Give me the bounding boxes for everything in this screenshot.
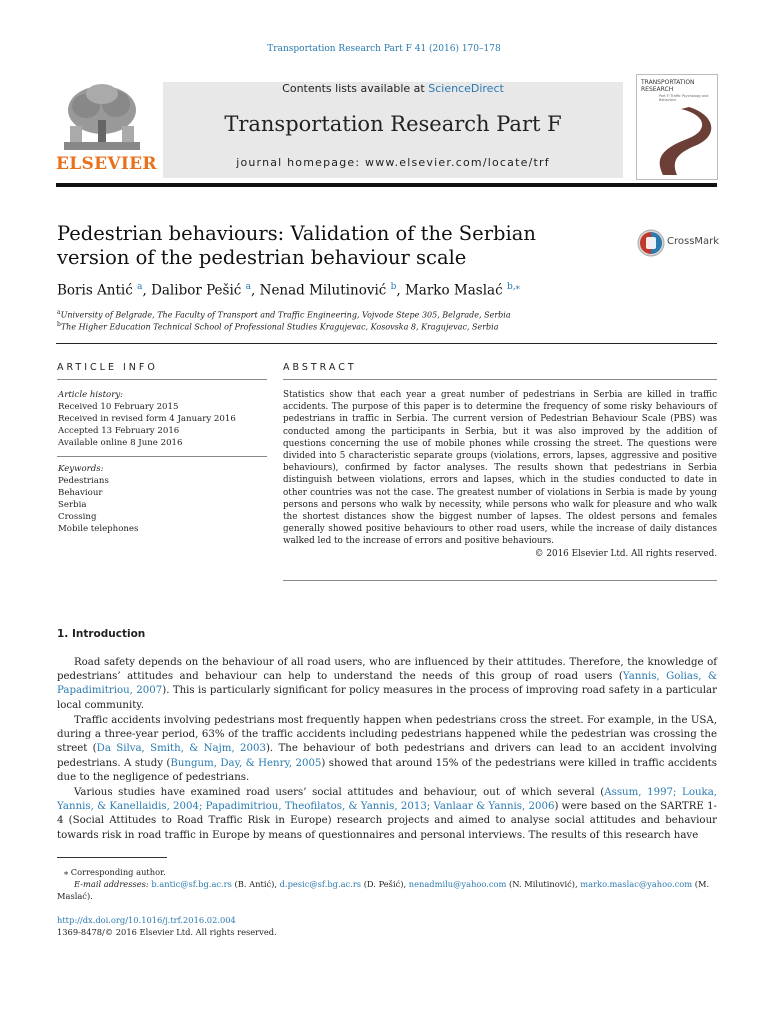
abstract-copyright: © 2016 Elsevier Ltd. All rights reserved. [534, 548, 717, 559]
abstract-text: Statistics show that each year a great number of pedestrians in Serbia are killed in traffic accidents. The purpose of this paper is to determine the frequency of some risky behaviours of pedestrians in traffic in Serbia. The current version of Pedestrian Behaviour Scale (PBS) was conducted among the participants in Serbia, but it was also improved by the addition of questions concerning the use of mobile phones while crossing the street. The questions were divided into 5 characteristic separate groups (violations, errors, lapses, aggressive and positive behaviours), confirmed by factor analyses. The results shown that pedestrians in Serbia distinguish between violations, errors and lapses, which in the studies conducted to date in other countries was not the case. The greatest number of violations in Serbia is made by young persons and persons who walk by necessity, while persons who walk for pleasure and who walk the shortest distances show the biggest number of lapses. The oldest persons and females generally showed positive behaviours to other road users, while the increase of daily distances walked led to the increase of errors and positive behaviours. [283, 390, 717, 547]
paragraph-text: ) were based on the SARTRE 1-4 (Social Attitudes to Road Traffic Risk in Europe) research projects and aimed to analyse social attitudes and behaviour towards risk in road traffic in Europe by means of questionnaires and personal interviews. The results of this research have [57, 801, 717, 841]
author-name: Boris Antić [57, 282, 133, 299]
section-heading: 1. Introduction [57, 628, 146, 640]
reference-link[interactable]: Da Silva, Smith, & Najm, 2003 [96, 743, 266, 755]
author-name: Marko Maslać [404, 282, 503, 299]
paragraph-text: ). This is particularly significant for policy measures in the process of improving road safety in a particular local community. [57, 685, 717, 711]
history-item: Accepted 13 February 2016 [58, 426, 180, 436]
cover-title-line2: RESEARCH [641, 86, 674, 93]
email-owner: (M. Maslać). [57, 879, 710, 901]
footnote-rule [57, 857, 167, 858]
history-item: Received in revised form 4 January 2016 [58, 414, 236, 424]
cover-subtitle: Part F: Traffic Psychology and Behaviour [659, 94, 709, 102]
paragraph-text: Various studies have examined road users’ social attitudes and behaviour, out of which several ( [74, 787, 605, 798]
article-info-heading: ARTICLE INFO [57, 362, 158, 373]
paragraph [57, 714, 717, 785]
email-owner: (N. Milutinović), [506, 879, 581, 889]
author-affiliation-link[interactable]: a [245, 282, 252, 292]
paragraph-text: ). The behaviour of both pedestrians and drivers can lead to an accident involving pedestrians. A study ( [57, 743, 718, 769]
divider [283, 580, 717, 581]
keyword: Serbia [58, 500, 87, 510]
article-title: Pedestrian behaviours: Validation of the Serbian version of the pedestrian behaviour scale [57, 222, 536, 269]
history-label: Article history: [58, 390, 124, 400]
email-addresses [57, 878, 717, 902]
email-link[interactable]: d.pesic@sf.bg.ac.rs [279, 879, 362, 889]
abstract-heading: ABSTRACT [283, 362, 357, 373]
cover-road-icon [637, 101, 717, 179]
paragraph [57, 786, 717, 843]
email-owner: (B. Antić), [231, 879, 280, 889]
history-item: Received 10 February 2015 [58, 402, 179, 412]
title-rule [56, 343, 717, 344]
crossmark-icon[interactable] [636, 228, 666, 258]
keyword: Behaviour [58, 488, 103, 498]
reference-link[interactable]: Bungum, Day, & Henry, 2005 [170, 757, 322, 769]
homepage-link[interactable]: www.elsevier.com/locate/trf [365, 156, 550, 169]
sciencedirect-link[interactable]: ScienceDirect [428, 82, 504, 95]
paragraph [57, 656, 717, 713]
article-history [58, 389, 268, 449]
header-rule [56, 183, 717, 187]
keywords [58, 463, 268, 535]
issn-copyright: 1369-8478/© 2016 Elsevier Ltd. All rights reserved. [57, 927, 277, 937]
email-link[interactable]: marko.maslac@yahoo.com [580, 879, 693, 889]
reference-link[interactable]: Assum, 1997; Louka, Yannis, & Kanellaidis, 2004; Papadimitriou, Theofilatos, & Yannis, 2013; Vanlaar & Yannis, 2006 [57, 787, 718, 813]
keyword: Pedestrians [58, 476, 109, 486]
divider [57, 379, 267, 380]
journal-citation[interactable]: Transportation Research Part F 41 (2016) 170–178 [267, 44, 501, 54]
history-item: Available online 8 June 2016 [58, 438, 183, 448]
email-label: E-mail addresses: [74, 879, 149, 889]
abstract-body [283, 389, 717, 560]
contents-prefix: Contents lists available at [282, 82, 429, 95]
paragraph-text: Road safety depends on the behaviour of all road users, who are influenced by their attitudes. Therefore, the knowledge of pedestrians’ attitudes and behaviour can help to understand the needs of this group of road users ( [57, 657, 717, 683]
affiliation-text: The Higher Education Technical School of Professional Studies Kragujevac, Kosovska 8, Kragujevac, Serbia [60, 322, 499, 332]
email-link[interactable]: nenadmilu@yahoo.com [408, 879, 507, 889]
affiliation-marker: b [57, 321, 61, 328]
email-link[interactable]: b.antic@sf.bg.ac.rs [151, 879, 232, 889]
affiliation [57, 309, 511, 320]
author-name: Nenad Milutinović [259, 282, 387, 299]
cover-title [641, 79, 695, 93]
doi-link[interactable]: http://dx.doi.org/10.1016/j.trf.2016.02.004 [57, 915, 236, 925]
divider [283, 379, 717, 380]
author-affiliation-link[interactable]: b,⁎ [506, 282, 521, 292]
paragraph-text: Traffic accidents involving pedestrians most frequently happen when pedestrians cross the street. For example, in the USA, during a three-year period, 63% of the traffic accidents including pedestrians happened while the pedestrian was crossing the street ( [57, 715, 717, 755]
journal-homepage [163, 156, 623, 169]
journal-title: Transportation Research Part F [224, 112, 562, 136]
affiliation-marker: a [57, 309, 61, 316]
crossmark-label[interactable]: CrossMark [667, 236, 720, 247]
journal-cover [636, 74, 718, 180]
keyword: Mobile telephones [58, 524, 139, 534]
affiliation [57, 321, 499, 332]
keyword: Crossing [58, 512, 97, 522]
corresponding-author-note: ⁎ Corresponding author. [64, 867, 166, 877]
author-affiliation-link[interactable]: a [137, 282, 143, 292]
author-name: Dalibor Pešić [151, 282, 242, 299]
divider [57, 456, 267, 457]
email-owner: (D. Pešić), [361, 879, 409, 889]
author-list: Boris Antić $^a$, Dalibor Pešić $^a$, Nenad Milutinović $^b$, Marko Maslać $^{b,⁎}$ [57, 282, 521, 299]
homepage-prefix: journal homepage: [236, 156, 365, 169]
keywords-label: Keywords: [58, 464, 104, 474]
elsevier-wordmark: ELSEVIER [56, 154, 157, 174]
contents-line [163, 82, 623, 95]
affiliation-text: University of Belgrade, The Faculty of Transport and Traffic Engineering, Vojvode Stepe 305, Belgrade, Serbia [60, 310, 511, 320]
reference-link[interactable]: Yannis, Golias, & Papadimitriou, 2007 [57, 671, 717, 697]
author-affiliation-link[interactable]: b [390, 282, 397, 292]
paragraph-text: ) showed that around 15% of the pedestrians were killed in traffic accidents due to the negligence of pedestrians. [57, 757, 717, 783]
cover-title-line1: TRANSPORTATION [641, 79, 695, 86]
